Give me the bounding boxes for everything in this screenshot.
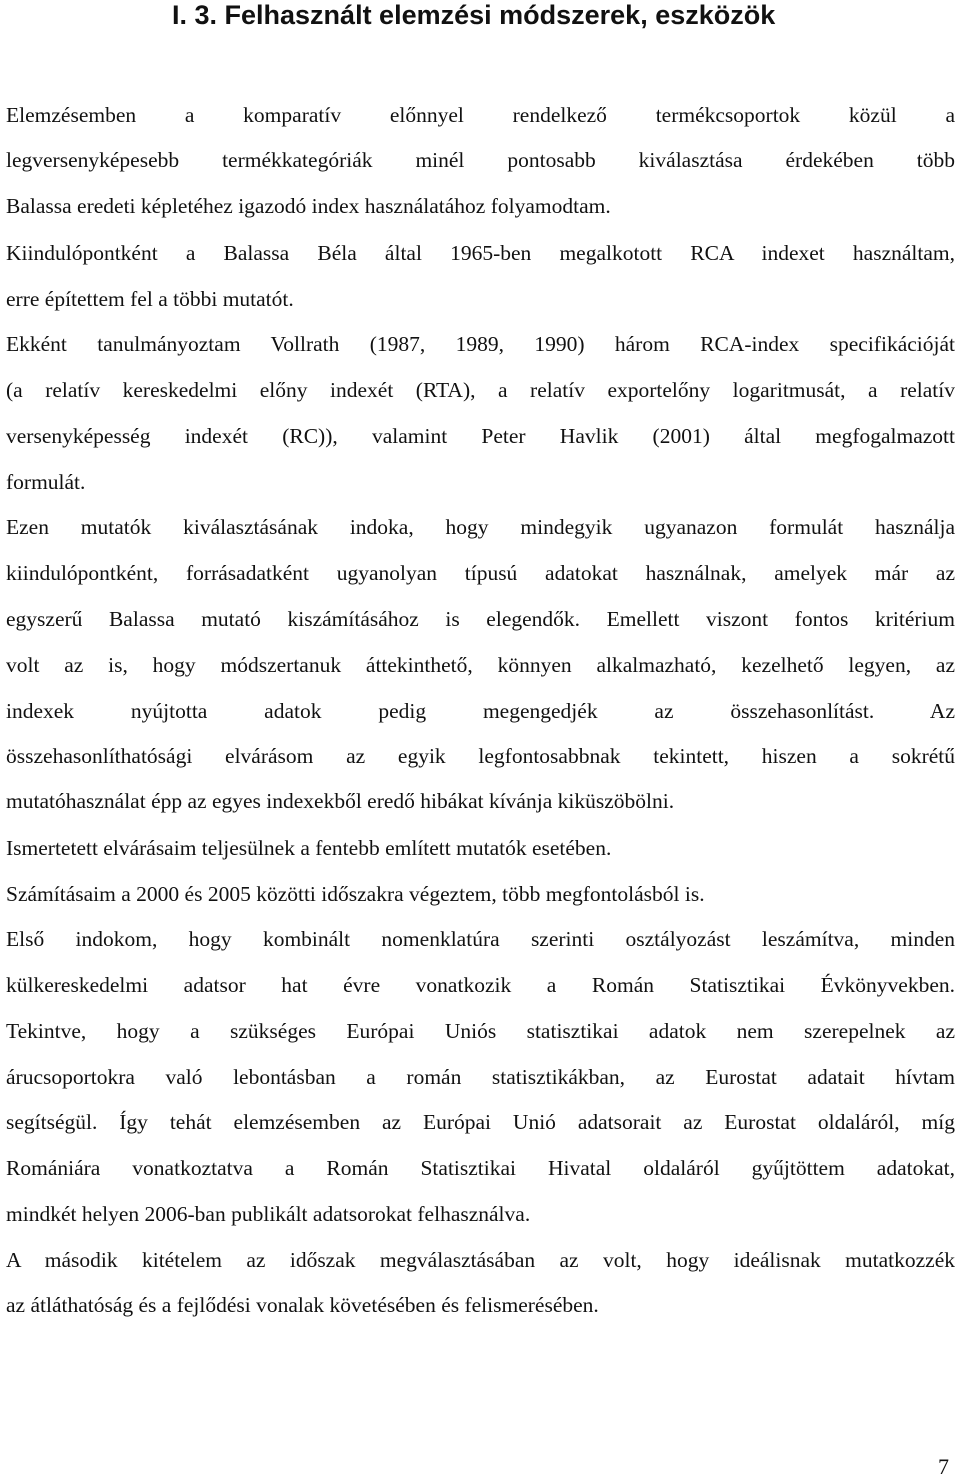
- text-line: Számításaim a 2000 és 2005 közötti időszakra végeztem, több megfontolásból is.: [6, 882, 705, 906]
- section-heading: I. 3. Felhasznált elemzési módszerek, eszközök: [172, 0, 776, 30]
- text-line: segítségül. Így tehát elemzésemben az Európai Unió adatsorait az Eurostat oldaláról, míg: [6, 1110, 955, 1134]
- text-line: összehasonlíthatósági elvárásom az egyik legfontosabbnak tekintett, hiszen a sokrétű: [6, 744, 955, 768]
- text-line: volt az is, hogy módszertanuk áttekinthető, könnyen alkalmazható, kezelhető legyen, az: [6, 653, 955, 677]
- text-line: Elemzésemben a komparatív előnnyel rendelkező termékcsoportok közül a: [6, 103, 955, 127]
- text-line: Ismertetett elvárásaim teljesülnek a fentebb említett mutatók esetében.: [6, 836, 612, 860]
- text-line: Első indokom, hogy kombinált nomenklatúra szerinti osztályozást leszámítva, minden: [6, 927, 955, 951]
- text-line: Tekintve, hogy a szükséges Európai Uniós statisztikai adatok nem szerepelnek az: [6, 1019, 955, 1043]
- text-line: Romániára vonatkoztatva a Román Statisztikai Hivatal oldaláról gyűjtöttem adatokat,: [6, 1156, 955, 1180]
- text-line: kiindulópontként, forrásadatként ugyanolyan típusú adatokat használnak, amelyek már az: [6, 561, 955, 585]
- text-line: A második kitételem az időszak megválasztásában az volt, hogy ideálisnak mutatkozzék: [6, 1248, 955, 1272]
- text-line: Ezen mutatók kiválasztásának indoka, hogy mindegyik ugyanazon formulát használja: [6, 515, 955, 539]
- text-line: Ekként tanulmányoztam Vollrath (1987, 1989, 1990) három RCA-index specifikációját: [6, 332, 955, 356]
- text-line: erre építettem fel a többi mutatót.: [6, 287, 294, 311]
- text-line: mindkét helyen 2006-ban publikált adatsorokat felhasználva.: [6, 1202, 531, 1226]
- text-line: legversenyképesebb termékkategóriák minél pontosabb kiválasztása érdekében több: [6, 148, 955, 172]
- text-line: Kiindulópontként a Balassa Béla által 1965-ben megalkotott RCA indexet használtam,: [6, 241, 955, 265]
- text-line: (a relatív kereskedelmi előny indexét (RTA), a relatív exportelőny logaritmusát, a relatív: [6, 378, 955, 402]
- text-line: mutatóhasználat épp az egyes indexekből eredő hibákat kívánja kiküszöbölni.: [6, 789, 675, 813]
- text-line: árucsoportokra való lebontásban a román statisztikákban, az Eurostat adatait hívtam: [6, 1065, 955, 1089]
- page-number: 7: [938, 1454, 949, 1479]
- text-line: Balassa eredeti képletéhez igazodó index használatához folyamodtam.: [6, 194, 611, 218]
- text-line: külkereskedelmi adatsor hat évre vonatkozik a Román Statisztikai Évkönyvekben.: [6, 973, 955, 997]
- text-line: egyszerű Balassa mutató kiszámításához is elegendők. Emellett viszont fontos kritérium: [6, 607, 955, 631]
- text-line: indexek nyújtotta adatok pedig megengedjék az összehasonlítást. Az: [6, 699, 955, 723]
- text-line: az átláthatóság és a fejlődési vonalak követésében és felismerésében.: [6, 1293, 599, 1317]
- text-line: formulát.: [6, 470, 86, 494]
- text-line: versenyképesség indexét (RC)), valamint Peter Havlik (2001) által megfogalmazott: [6, 424, 955, 448]
